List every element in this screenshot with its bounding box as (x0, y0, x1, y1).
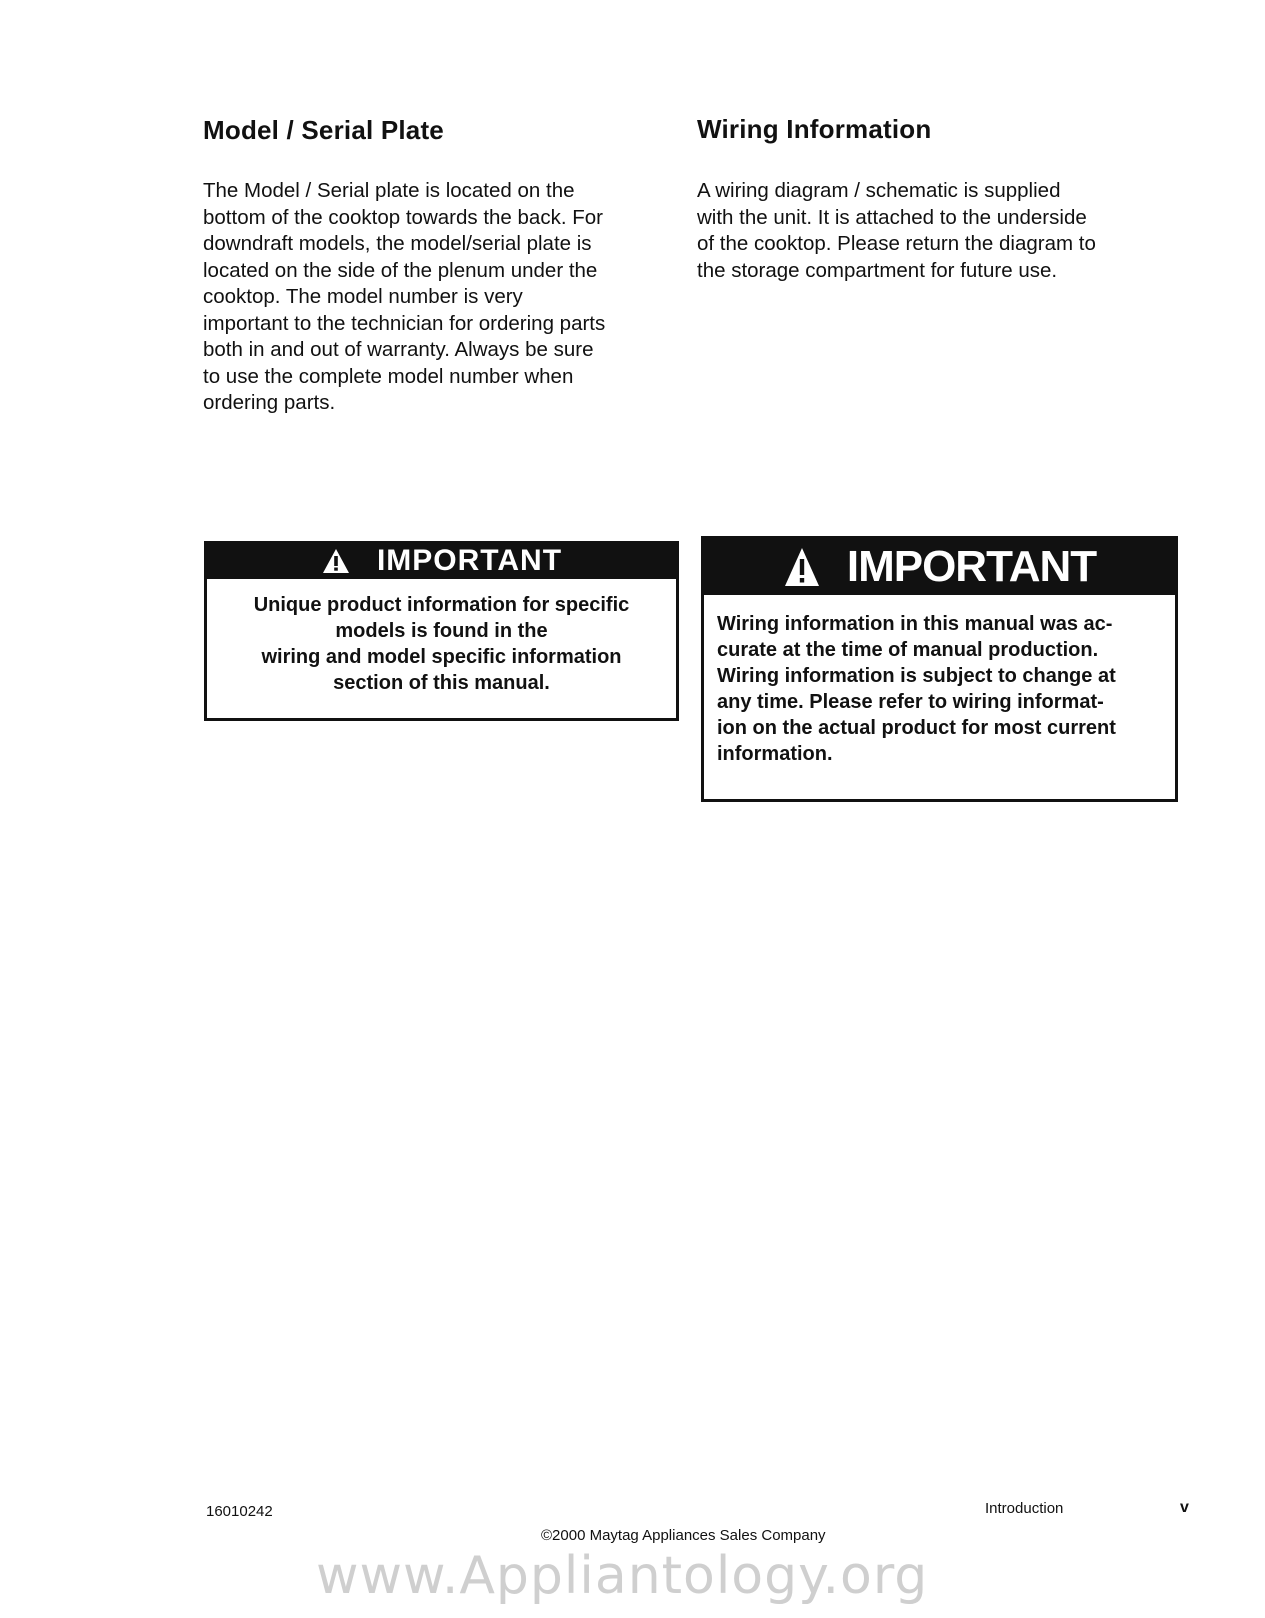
important-box-left (204, 541, 679, 721)
paragraph-line: located on the side of the plenum under the (203, 258, 598, 282)
model-serial-paragraph (203, 178, 683, 417)
warning-triangle-icon (783, 546, 821, 588)
paragraph-line: important to the technician for ordering parts (203, 311, 606, 335)
important-line: models is found in the (335, 620, 548, 642)
important-line: section of this manual. (333, 672, 550, 694)
copyright: ©2000 Maytag Appliances Sales Company (541, 1527, 826, 1544)
important-banner (703, 538, 1176, 595)
important-label: IMPORTANT (846, 541, 1097, 591)
important-banner (206, 543, 677, 579)
important-text-left (207, 579, 676, 696)
wiring-information-paragraph (697, 178, 1177, 284)
important-line: information. (717, 743, 833, 765)
watermark: www.Appliantology.org (316, 1546, 929, 1606)
important-label: IMPORTANT (376, 544, 563, 577)
important-text-right (704, 595, 1175, 767)
important-line: Wiring information in this manual was ac- (717, 613, 1113, 635)
paragraph-line: both in and out of warranty. Always be sure (203, 338, 594, 361)
paragraph-line: with the unit. It is attached to the underside (697, 205, 1087, 229)
paragraph-line: of the cooktop. Please return the diagram to (697, 232, 1096, 255)
document-number: 16010242 (206, 1503, 273, 1520)
important-line: any time. Please refer to wiring informat- (717, 691, 1104, 713)
paragraph-line: cooktop. The model number is very (203, 285, 523, 308)
important-line: wiring and model specific information (261, 646, 622, 668)
model-serial-heading: Model / Serial Plate (203, 115, 444, 145)
page-number: v (1180, 1499, 1189, 1516)
paragraph-line: to use the complete model number when (203, 364, 574, 388)
section-name: Introduction (985, 1500, 1064, 1517)
paragraph-line: bottom of the cooktop towards the back. For (203, 205, 603, 229)
important-line: ion on the actual product for most current (717, 717, 1116, 739)
important-line: Unique product information for specific (253, 594, 630, 616)
paragraph-line: A wiring diagram / schematic is supplied (697, 179, 1061, 202)
important-box-right (701, 536, 1178, 802)
warning-triangle-icon (321, 547, 351, 575)
paragraph-line: downdraft models, the model/serial plate is (203, 232, 592, 255)
important-line: curate at the time of manual production. (717, 639, 1099, 661)
paragraph-line: ordering parts. (203, 391, 336, 414)
important-line: Wiring information is subject to change at (717, 665, 1116, 687)
wiring-information-heading: Wiring Information (697, 114, 932, 144)
paragraph-line: The Model / Serial plate is located on the (203, 179, 575, 202)
paragraph-line: the storage compartment for future use. (697, 258, 1058, 282)
